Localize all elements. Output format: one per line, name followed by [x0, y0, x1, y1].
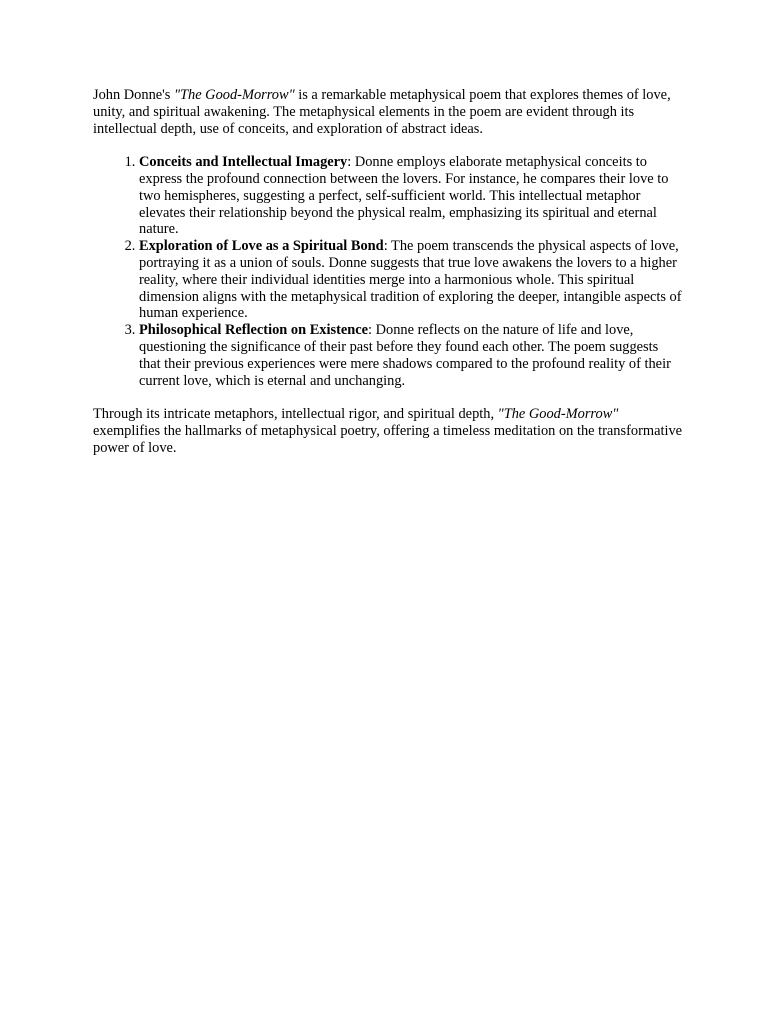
list-item-heading: Exploration of Love as a Spiritual Bond — [139, 238, 384, 255]
list-item-text: : Donne reflects on the nature of life and love, questioning the significance of their past before they found each other. The poem suggests that their previous experiences were mere shadows compared to the profound reality of their current love, which is eternal and unchanging. — [139, 322, 671, 389]
poem-title: "The Good-Morrow" — [497, 406, 619, 423]
conclusion-paragraph — [93, 406, 683, 456]
list-item-text: : The poem transcends the physical aspects of love, portraying it as a union of souls. Donne suggests that true love awakens the lovers to a higher reality, where their individual identities merge into a harmonious whole. This spiritual dimension aligns with the metaphysical tradition of exploring the deeper, intangible aspects of human experience. — [139, 238, 682, 322]
intro-text-end: is a remarkable metaphysical poem that explores themes of love, unity, and spiritual awakening. The metaphysical elements in the poem are evident through its intellectual depth, use of conceits, and exploration of abstract ideas. — [93, 87, 671, 137]
list-item — [139, 238, 683, 322]
document-page — [93, 87, 683, 457]
numbered-list — [93, 154, 683, 389]
conclusion-text-end: exemplifies the hallmarks of metaphysical poetry, offering a timeless meditation on the transformative power of love. — [93, 422, 683, 456]
list-item-text: : Donne employs elaborate metaphysical conceits to express the profound connection between the lovers. For instance, he compares their love to two hemispheres, suggesting a perfect, self-sufficient world. This intellectual metaphor elevates their relationship beyond the physical realm, emphasizing its spiritual and eternal nature. — [139, 154, 669, 238]
intro-paragraph — [93, 87, 683, 137]
list-item-heading: Philosophical Reflection on Existence — [139, 322, 369, 339]
poem-title: "The Good-Morrow" — [173, 87, 295, 103]
list-item-heading: Conceits and Intellectual Imagery — [139, 154, 348, 171]
list-item — [139, 322, 683, 389]
conclusion-text-start: Through its intricate metaphors, intellectual rigor, and spiritual depth, — [93, 406, 498, 423]
intro-text-start: John Donne's — [93, 87, 174, 103]
list-item — [139, 154, 683, 238]
